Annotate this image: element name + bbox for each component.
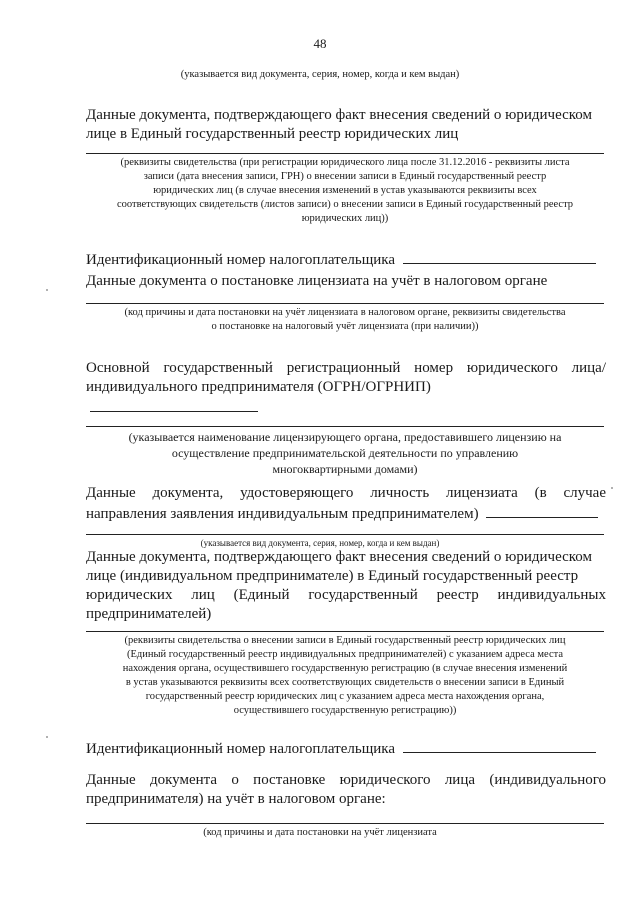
registry-ip-note-line: государственный реестр юридических лиц с указанием адреса места нахождения органа,: [145, 691, 545, 702]
registry-note-line: записи (дата внесения записи, ГРН) о внесении записи в Единый государственный реестр: [143, 171, 547, 182]
identity-note: (указывается вид документа, серия, номер, когда и кем выдан): [200, 538, 440, 548]
top-note: (указывается вид документа, серия, номер, когда и кем выдан): [180, 69, 460, 80]
licensing-note-line: осуществление предпринимательской деятельности по управлению: [171, 446, 519, 460]
tax-reg-label-1: Данные документа о постановке лицензиата на учёт в налоговом органе: [86, 273, 548, 289]
tax-reg-2-line2: предпринимателя) на учёт в налоговом органе:: [86, 791, 386, 807]
inn-row-1: [86, 249, 606, 270]
registry-ip-note-line: в устав указываются реквизиты всех соответствующих свидетельств о внесении записи в Единый: [125, 677, 565, 688]
tax-reg-fill-line-1[interactable]: [86, 303, 604, 304]
identity-line1: Данные документа, удостоверяющего личность лицензиата (в случае: [86, 485, 606, 501]
registry-ip-note-line: осуществившего государственную регистрацию)): [233, 705, 457, 716]
tax-reg-note-line: (код причины и дата постановки на учёт лицензиата в налоговом органе, реквизиты свидетельства: [124, 307, 566, 318]
registry-ip-line1: Данные документа, подтверждающего факт внесения сведений о юридическом: [86, 549, 593, 565]
page-number: 48: [313, 36, 327, 51]
tax-reg-note-2: (код причины и дата постановки на учёт лицензиата: [203, 827, 437, 838]
scan-speck: [46, 289, 48, 291]
registry-fill-line[interactable]: [86, 153, 604, 154]
licensing-body-note: [80, 429, 610, 477]
registry-heading-line2: лице в Единый государственный реестр юридических лиц: [86, 126, 459, 142]
registry-note-line: соответствующих свидетельств (листов записи) о внесении записи в Единый государственный реестр: [116, 199, 574, 210]
registry-ip-note-line: (реквизиты свидетельства о внесении записи в Единый государственный реестр юридических лиц: [124, 635, 566, 646]
tax-reg-2-line1: Данные документа о постановке юридического лица (индивидуального: [86, 772, 606, 788]
tax-reg-fill-line-2[interactable]: [86, 823, 604, 824]
registry-ip-line2: лице (индивидуальном предпринимателе) в Единый государственный реестр: [86, 568, 579, 584]
ogrn-field[interactable]: [90, 397, 258, 412]
registry-note-line: юридических лиц (в случае внесения изменений в устав указываются реквизиты всех: [153, 185, 537, 196]
registry-note: [80, 156, 610, 226]
registry-ip-note-line: нахождения органа, осуществившего государственную регистрацию (в случае внесения изменений: [122, 663, 568, 674]
ogrn-line1: Основной государственный регистрационный номер юридического лица/: [86, 360, 606, 376]
registry-ip-line4: предпринимателей): [86, 606, 212, 622]
licensing-body-fill-line[interactable]: [86, 426, 604, 427]
registry-ip-fill-line[interactable]: [86, 631, 604, 632]
licensing-note-line: (указывается наименование лицензирующего органа, предоставившего лицензию на: [128, 430, 562, 444]
inn-field-1[interactable]: [403, 249, 596, 264]
tax-reg-note-1: [80, 306, 610, 334]
inn-label-2: Идентификационный номер налогоплательщика: [86, 741, 396, 757]
registry-heading: [86, 106, 606, 144]
registry-ip-line3: юридических лиц (Единый государственный реестр индивидуальных: [86, 587, 606, 603]
tax-reg-note-line: о постановке на налоговый учёт лицензиата (при наличии)): [211, 321, 479, 332]
identity-field[interactable]: [486, 503, 598, 518]
inn-field-2[interactable]: [403, 738, 596, 753]
registry-ip-note: [80, 634, 610, 718]
tax-reg-block-2: [86, 771, 606, 809]
registry-heading-line1: Данные документа, подтверждающего факт внесения сведений о юридическом: [86, 107, 593, 123]
scan-speck: [611, 487, 613, 489]
registry-ip-note-line: (Единый государственный реестр индивидуальных предпринимателей) с указанием адреса места: [127, 649, 563, 660]
identity-fill-line[interactable]: [86, 534, 604, 535]
ogrn-line2: индивидуального предпринимателя (ОГРН/ОГРНИП): [86, 379, 431, 395]
ogrn-block: [86, 359, 606, 418]
registry-ip-block: [86, 548, 606, 624]
identity-block: [86, 484, 606, 524]
scan-speck: [46, 736, 48, 738]
registry-note-line: юридических лиц)): [301, 213, 389, 224]
identity-line2: направления заявления индивидуальным предпринимателем): [86, 506, 479, 522]
inn-label-1: Идентификационный номер налогоплательщика: [86, 252, 396, 268]
inn-row-2: [86, 738, 606, 759]
registry-note-line: (реквизиты свидетельства (при регистрации юридического лица после 31.12.2016 - реквизиты листа: [120, 157, 570, 168]
licensing-note-line: многоквартирными домами): [272, 462, 418, 476]
